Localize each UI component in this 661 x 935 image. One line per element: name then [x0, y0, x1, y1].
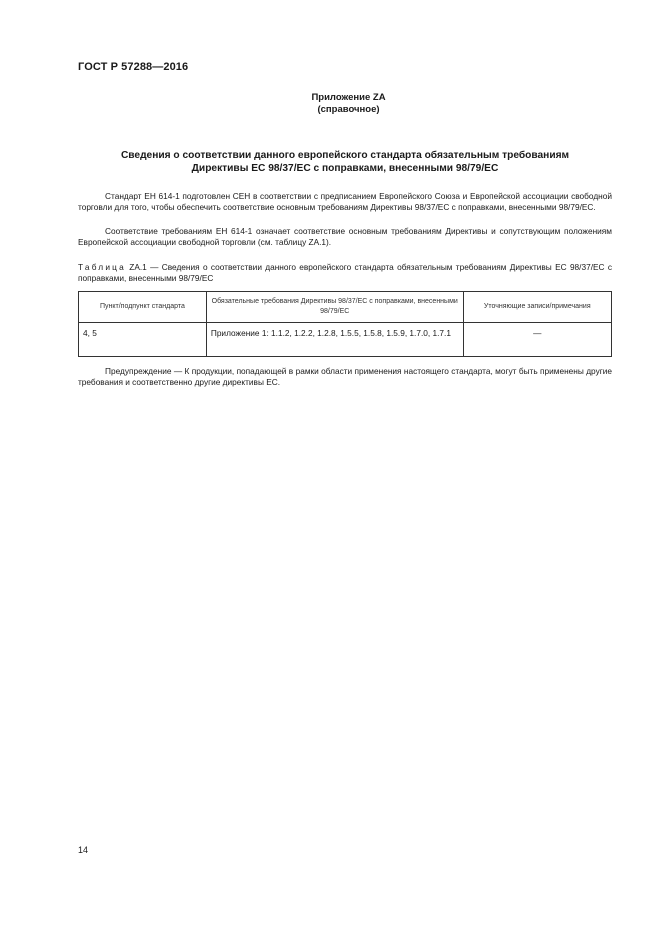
cell-clause: 4, 5	[79, 323, 207, 357]
table-caption-text: ZA.1 — Сведения о соответствии данного европейского стандарта обязательным требованиям Директивы ЕС 98/37/ЕС с поправками, внесенными 98/79/ЕС	[78, 262, 612, 283]
section-heading-line-2: Директивы ЕС 98/37/ЕС с поправками, внесенными 98/79/ЕС	[191, 163, 499, 174]
section-heading-line-1: Сведения о соответствии данного европейского стандарта обязательным требованиям	[120, 150, 570, 161]
table-header-row	[79, 292, 612, 323]
annex-block	[0, 92, 661, 116]
header-requirements: Обязательные требования Директивы 98/37/ЕС с поправками, внесенными 98/79/ЕС	[206, 292, 463, 323]
table-caption	[78, 262, 612, 284]
annex-title: Приложение ZA	[311, 92, 386, 103]
section-heading	[78, 149, 612, 175]
table-caption-prefix: Таблица	[78, 262, 126, 272]
page-number: 14	[78, 845, 89, 855]
header-notes: Уточняющие записи/примечания	[463, 292, 611, 323]
paragraph-1: Стандарт ЕН 614-1 подготовлен СЕН в соответствии с предписанием Европейского Союза и Европейской ассоциации свободной торговли для того, чтобы обеспечить соответствие основным требованиям Директивы 98/37/ЕС с поправками, внесенными 98/79/ЕС.	[78, 191, 612, 212]
cell-notes: —	[463, 323, 611, 357]
paragraph-2: Соответствие требованиям ЕН 614-1 означает соответствие основным требованиям Директивы и сопутствующим положениям Европейской ассоциации свободной торговли (см. таблицу ZA.1).	[78, 226, 612, 247]
cell-requirements: Приложение 1: 1.1.2, 1.2.2, 1.2.8, 1.5.5, 1.5.8, 1.5.9, 1.7.0, 1.7.1	[206, 323, 463, 357]
warning-note: Предупреждение — К продукции, попадающей в рамки области применения настоящего стандарта, могут быть применены другие требования и соответственно другие директивы ЕС.	[78, 366, 612, 387]
header-clause: Пункт/подпункт стандарта	[79, 292, 207, 323]
table-row	[79, 323, 612, 357]
compliance-table	[78, 291, 612, 357]
standard-code: ГОСТ Р 57288—2016	[78, 61, 189, 73]
annex-subtitle: (справочное)	[317, 104, 380, 115]
